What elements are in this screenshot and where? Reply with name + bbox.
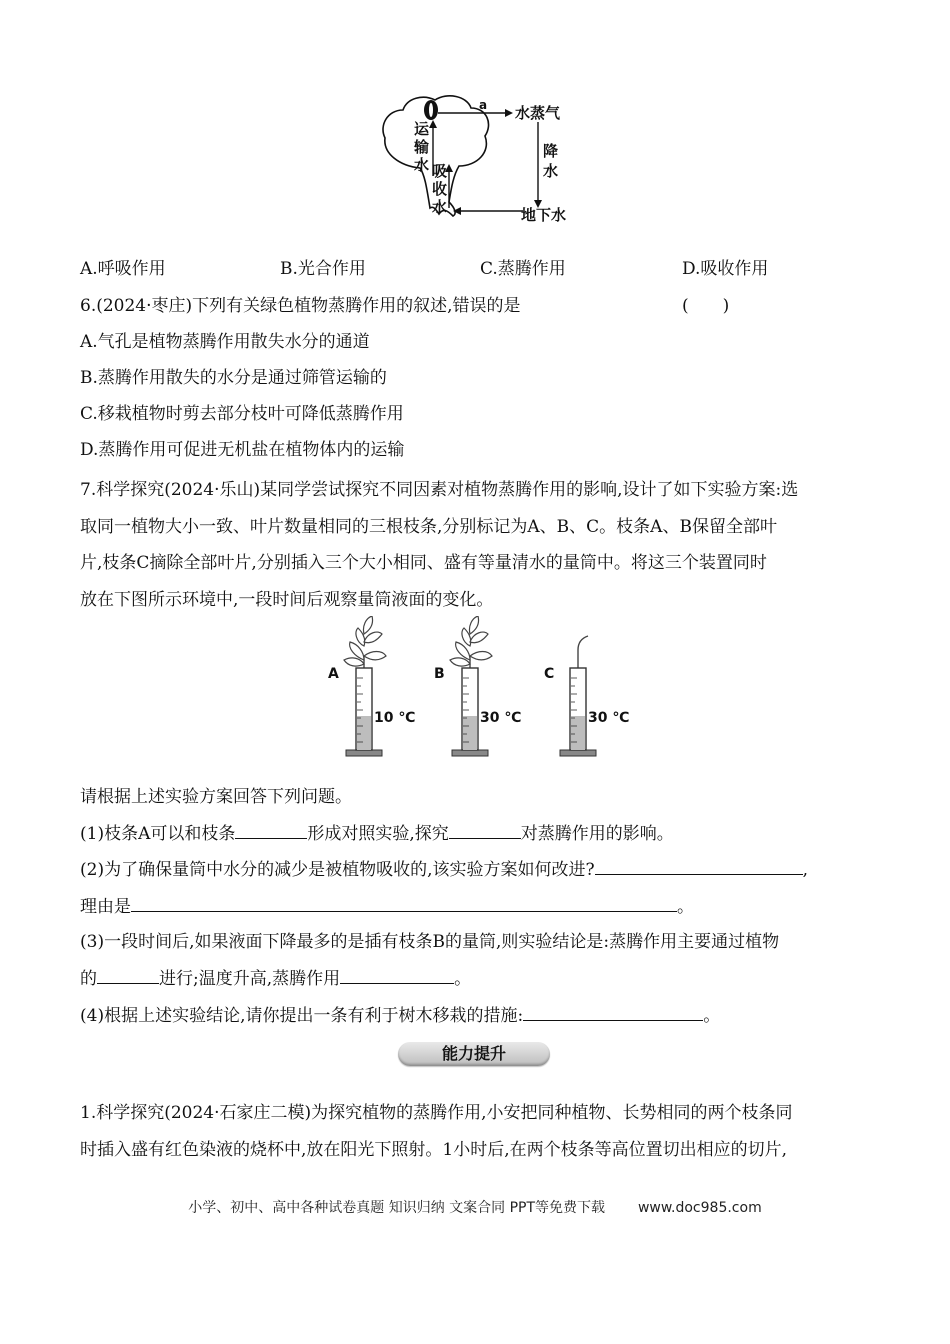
footer-text: 小学、初中、高中各种试卷真题 知识归纳 文案合同 PPT等免费下载 [188, 1200, 606, 1216]
section-banner: 能力提升 [398, 1042, 550, 1066]
q1-line-2: 时插入盛有红色染液的烧杯中,放在阳光下照射。1小时后,在两个枝条等高位置切出相应的切片, [80, 1140, 788, 1160]
q6-option-d: D.蒸腾作用可促进无机盐在植物体内的运输 [80, 440, 405, 460]
q7-line-1: 7.科学探究(2024·乐山)某同学尝试探究不同因素对植物蒸腾作用的影响,设计了如下实验方案:选 [80, 480, 799, 500]
q6-option-c: C.移栽植物时剪去部分枝叶可降低蒸腾作用 [80, 404, 404, 424]
q6-option-a: A.气孔是植物蒸腾作用散失水分的通道 [80, 332, 370, 352]
q7-line-2: 取同一植物大小一致、叶片数量相同的三根枝条,分别标记为A、B、C。枝条A、B保留全部叶 [80, 517, 777, 537]
precip-label [543, 142, 563, 180]
label-b: B [434, 666, 445, 682]
q7-line-4: 放在下图所示环境中,一段时间后观察量筒液面的变化。 [80, 590, 494, 610]
q5-option-a: A.呼吸作用 [80, 259, 166, 279]
precip-char-1: 降 [543, 142, 559, 160]
page-footer [0, 1197, 950, 1217]
q7-sub1: (1)枝条A可以和枝条 形成对照实验,探究 对蒸腾作用的影响。 [80, 824, 674, 844]
blank-3a[interactable] [97, 967, 159, 984]
q7-sub3: (3)一段时间后,如果液面下降最多的是插有枝条B的量筒,则实验结论是:蒸腾作用主要通过植物 [80, 932, 780, 952]
q7-sub4: (4)根据上述实验结论,请你提出一条有利于树木移栽的措施: 。 [80, 1006, 721, 1026]
label-c: C [544, 666, 555, 682]
cylinder-a [344, 616, 386, 756]
water-vapor-label: 水蒸气 [515, 104, 561, 122]
transport-label: 运 输 水 [414, 120, 430, 174]
q6-answer-paren: ( ) [682, 296, 730, 316]
q7-line-3: 片,枝条C摘除全部叶片,分别插入三个大小相同、盛有等量清水的量筒中。将这三个装置同时 [80, 553, 767, 573]
q5-option-d: D.吸收作用 [682, 259, 769, 279]
q7-sub2-reason: 理由是 。 [80, 897, 694, 917]
groundwater-label: 地下水 [521, 206, 567, 224]
absorb-label: 吸 收 水 [432, 162, 448, 216]
footer-url[interactable]: www.doc985.com [637, 1200, 762, 1216]
blank-2b[interactable] [131, 895, 677, 912]
blank-3b[interactable] [340, 967, 454, 984]
water-cycle-figure [375, 90, 585, 226]
q6-stem: 6.(2024·枣庄)下列有关绿色植物蒸腾作用的叙述,错误的是 [80, 296, 521, 316]
q1-line-1: 1.科学探究(2024·石家庄二模)为探究植物的蒸腾作用,小安把同种植物、长势相同的两个枝条同 [80, 1103, 793, 1123]
cylinders-figure [322, 616, 632, 762]
label-a: A [328, 666, 339, 682]
arrow-label-a: a [479, 98, 488, 112]
temp-c: 30 ℃ [588, 710, 630, 726]
blank-4[interactable] [523, 1004, 703, 1021]
blank-1a[interactable] [235, 822, 307, 839]
q7-sub2: (2)为了确保量筒中水分的减少是被植物吸收的,该实验方案如何改进? , [80, 860, 809, 880]
q5-option-b: B.光合作用 [280, 259, 366, 279]
temp-a: 10 ℃ [374, 710, 416, 726]
blank-2a[interactable] [595, 858, 803, 875]
q7-intro: 请根据上述实验方案回答下列问题。 [80, 787, 352, 807]
q7-sub3-cont: 的 进行;温度升高,蒸腾作用 。 [80, 969, 472, 989]
temp-b: 30 ℃ [480, 710, 522, 726]
q6-option-b: B.蒸腾作用散失的水分是通过筛管运输的 [80, 368, 387, 388]
cylinder-c [560, 636, 596, 756]
precip-char-2: 水 [543, 162, 559, 180]
blank-1b[interactable] [449, 822, 521, 839]
q5-option-c: C.蒸腾作用 [480, 259, 566, 279]
cylinder-b [450, 616, 492, 756]
